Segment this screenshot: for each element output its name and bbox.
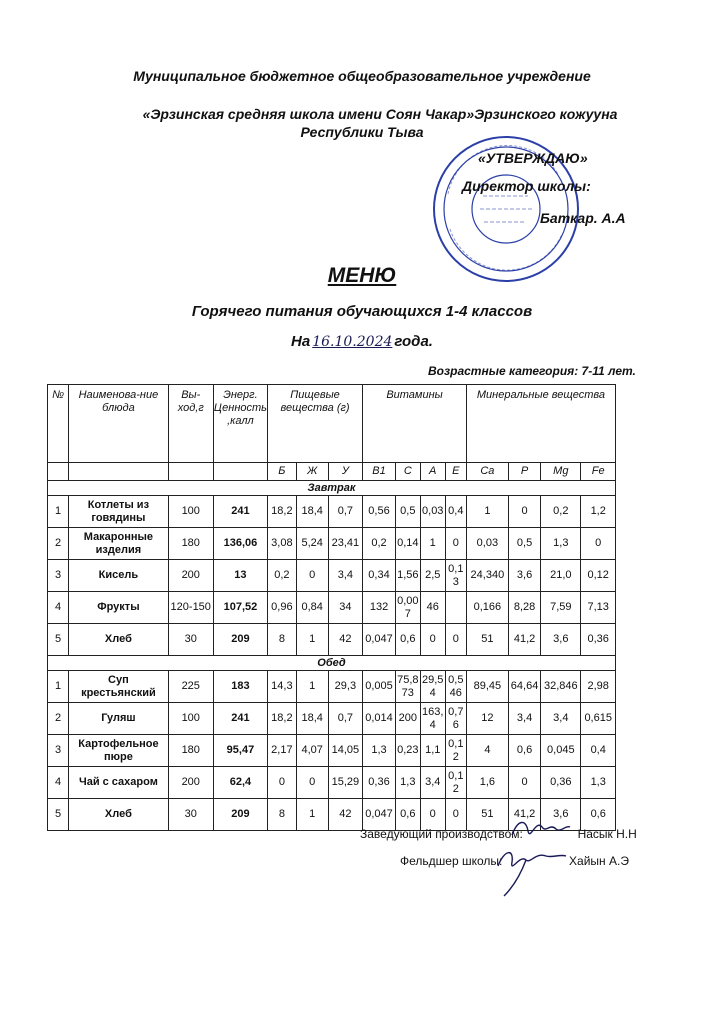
table-cell: 5 — [48, 624, 69, 656]
table-cell: 2,17 — [267, 735, 296, 767]
table-cell: 51 — [466, 624, 508, 656]
table-cell: 0,2 — [541, 496, 581, 528]
table-cell: 14,05 — [328, 735, 363, 767]
table-cell: 120-150 — [168, 592, 213, 624]
table-cell: 0 — [420, 624, 445, 656]
table-cell: 8 — [267, 799, 296, 831]
table-cell: 75,873 — [395, 671, 420, 703]
table-cell: 4,07 — [296, 735, 328, 767]
header-minerals: Минеральные вещества — [466, 385, 615, 463]
table-cell: Суп крестьянский — [69, 671, 168, 703]
table-cell: 0,014 — [363, 703, 396, 735]
medic-label: Фельдшер школы: — [400, 854, 503, 868]
table-cell: 0,6 — [508, 735, 540, 767]
table-cell: 3,08 — [267, 528, 296, 560]
subheader-cell: Ca — [466, 463, 508, 481]
table-cell: 12 — [466, 703, 508, 735]
table-cell: Кисель — [69, 560, 168, 592]
table-cell: 0,6 — [581, 799, 616, 831]
table-cell: 0,14 — [395, 528, 420, 560]
table-cell: 30 — [168, 624, 213, 656]
table-cell — [445, 592, 466, 624]
menu-table — [47, 384, 616, 831]
table-cell: 180 — [168, 735, 213, 767]
table-cell: 3,4 — [420, 767, 445, 799]
table-cell: 1 — [296, 799, 328, 831]
table-cell: 0,7 — [328, 703, 363, 735]
table-cell: 3 — [48, 735, 69, 767]
table-cell: 41,2 — [508, 624, 540, 656]
table-cell: 46 — [420, 592, 445, 624]
section-label: Завтрак — [48, 481, 616, 496]
subheader-cell: Mg — [541, 463, 581, 481]
table-cell: 23,41 — [328, 528, 363, 560]
table-cell: 4 — [466, 735, 508, 767]
table-cell: 136,06 — [213, 528, 267, 560]
table-cell: 2,5 — [420, 560, 445, 592]
table-row — [48, 703, 616, 735]
table-cell: 1 — [48, 496, 69, 528]
table-cell: 7,59 — [541, 592, 581, 624]
table-row — [48, 528, 616, 560]
table-cell: 1,3 — [395, 767, 420, 799]
age-category: Возрастные категория: 7-11 лет. — [428, 364, 636, 378]
table-cell: Макаронные изделия — [69, 528, 168, 560]
table-cell: 30 — [168, 799, 213, 831]
table-cell: 0,4 — [445, 496, 466, 528]
table-cell: 1 — [48, 671, 69, 703]
medic-name: Хайын А.Э — [569, 854, 629, 868]
table-cell: 3,6 — [508, 560, 540, 592]
table-cell: Гуляш — [69, 703, 168, 735]
table-cell: 18,4 — [296, 496, 328, 528]
table-cell: 100 — [168, 703, 213, 735]
table-cell: 183 — [213, 671, 267, 703]
subheader-cell: Б — [267, 463, 296, 481]
table-cell: 0 — [445, 799, 466, 831]
table-cell: 200 — [168, 560, 213, 592]
header-vitamins: Витамины — [363, 385, 467, 463]
table-cell: 0,03 — [420, 496, 445, 528]
table-cell: 1,3 — [581, 767, 616, 799]
table-cell: 1,3 — [541, 528, 581, 560]
table-cell: 21,0 — [541, 560, 581, 592]
table-cell: 4 — [48, 592, 69, 624]
table-cell: 3,4 — [541, 703, 581, 735]
table-cell: 0 — [508, 767, 540, 799]
table-cell: 64,64 — [508, 671, 540, 703]
table-cell: 241 — [213, 496, 267, 528]
table-row — [48, 624, 616, 656]
table-cell: 0,12 — [445, 735, 466, 767]
header-blank — [69, 463, 168, 481]
table-cell: 0,13 — [445, 560, 466, 592]
table-cell: 13 — [213, 560, 267, 592]
table-cell: 32,846 — [541, 671, 581, 703]
table-cell: 3 — [48, 560, 69, 592]
table-cell: 0,5 — [508, 528, 540, 560]
table-cell: 3,6 — [541, 624, 581, 656]
table-cell: 1,1 — [420, 735, 445, 767]
table-row — [48, 496, 616, 528]
table-cell: 0,047 — [363, 799, 396, 831]
director-title: Директор школы: — [462, 178, 591, 194]
table-cell: 0 — [296, 767, 328, 799]
table-cell: 200 — [395, 703, 420, 735]
header-blank — [168, 463, 213, 481]
subheader-cell: У — [328, 463, 363, 481]
table-cell: 0,6 — [395, 799, 420, 831]
table-cell: 42 — [328, 799, 363, 831]
production-name: Насык Н.Н — [577, 827, 637, 841]
table-cell: 18,2 — [267, 703, 296, 735]
table-cell: 0 — [445, 624, 466, 656]
table-cell: 0 — [296, 560, 328, 592]
table-cell: 0,34 — [363, 560, 396, 592]
table-row — [48, 767, 616, 799]
table-cell: 180 — [168, 528, 213, 560]
table-cell: 34 — [328, 592, 363, 624]
table-cell: Котлеты из говядины — [69, 496, 168, 528]
table-cell: 29,3 — [328, 671, 363, 703]
medic-signature — [490, 836, 570, 898]
page-subtitle: Горячего питания обучающихся 1-4 классов — [191, 303, 533, 320]
table-cell: 8 — [267, 624, 296, 656]
table-cell: 0 — [508, 496, 540, 528]
table-cell: 62,4 — [213, 767, 267, 799]
table-cell: 0 — [267, 767, 296, 799]
table-cell: 0,96 — [267, 592, 296, 624]
table-cell: 1,6 — [466, 767, 508, 799]
table-cell: 0,56 — [363, 496, 396, 528]
table-cell: 14,3 — [267, 671, 296, 703]
table-cell: 0,615 — [581, 703, 616, 735]
table-cell: 0,166 — [466, 592, 508, 624]
table-cell: 0,84 — [296, 592, 328, 624]
table-row — [48, 671, 616, 703]
header-energy: Энерг. Ценность ,калл — [213, 385, 267, 463]
table-cell: 0,6 — [395, 624, 420, 656]
header-num: № — [48, 385, 69, 463]
table-cell: 89,45 — [466, 671, 508, 703]
date-line — [0, 333, 724, 350]
table-cell: 15,29 — [328, 767, 363, 799]
approval-label: «УТВЕРЖДАЮ» — [478, 150, 588, 166]
subheader-cell: В1 — [363, 463, 396, 481]
table-cell: 18,2 — [267, 496, 296, 528]
table-cell: Фрукты — [69, 592, 168, 624]
production-label: Заведующий производством: — [360, 827, 523, 841]
table-cell: 2 — [48, 703, 69, 735]
header-nutrients: Пищевые вещества (г) — [267, 385, 362, 463]
date-suffix: года. — [394, 333, 433, 350]
table-row — [48, 560, 616, 592]
table-cell: 0 — [420, 799, 445, 831]
table-cell: 3,6 — [541, 799, 581, 831]
subheader-cell: Ж — [296, 463, 328, 481]
date-prefix: На — [291, 333, 311, 350]
table-cell: 2,98 — [581, 671, 616, 703]
table-cell: 0 — [581, 528, 616, 560]
table-cell: 209 — [213, 799, 267, 831]
table-cell: 0,2 — [363, 528, 396, 560]
table-cell: 209 — [213, 624, 267, 656]
table-cell: 1 — [420, 528, 445, 560]
table-cell: 132 — [363, 592, 396, 624]
table-cell: 0,36 — [363, 767, 396, 799]
subheader-cell: Fe — [581, 463, 616, 481]
subheader-cell: Е — [445, 463, 466, 481]
table-cell: 0,5 — [395, 496, 420, 528]
subheader-cell: С — [395, 463, 420, 481]
org-name-line2: «Эрзинская средняя школа имени Соян Чакар»Эрзинского кожууна — [142, 106, 618, 122]
director-name: Баткар. А.А — [540, 210, 626, 226]
table-cell: 18,4 — [296, 703, 328, 735]
header-name: Наименова-ние блюда — [69, 385, 168, 463]
table-cell: 7,13 — [581, 592, 616, 624]
org-name-line3: Республики Тыва — [300, 124, 424, 140]
table-cell: 0,12 — [581, 560, 616, 592]
table-cell: 0,36 — [581, 624, 616, 656]
table-cell: 41,2 — [508, 799, 540, 831]
table-cell: Чай с сахаром — [69, 767, 168, 799]
table-cell: 1 — [296, 624, 328, 656]
table-cell: 0,546 — [445, 671, 466, 703]
table-cell: Картофельное пюре — [69, 735, 168, 767]
table-cell: 0,007 — [395, 592, 420, 624]
subheader-cell: P — [508, 463, 540, 481]
table-cell: 107,52 — [213, 592, 267, 624]
section-label: Обед — [48, 656, 616, 671]
header-blank — [213, 463, 267, 481]
table-cell: 1 — [296, 671, 328, 703]
table-cell: 241 — [213, 703, 267, 735]
table-row — [48, 592, 616, 624]
table-cell: 1 — [466, 496, 508, 528]
table-cell: 163,4 — [420, 703, 445, 735]
table-cell: 100 — [168, 496, 213, 528]
table-cell: 1,56 — [395, 560, 420, 592]
table-cell: 0,4 — [581, 735, 616, 767]
table-cell: 0,047 — [363, 624, 396, 656]
table-cell: 0 — [445, 528, 466, 560]
date-value: 16.10.2024 — [312, 334, 393, 350]
table-cell: 200 — [168, 767, 213, 799]
page-title: МЕНЮ — [327, 264, 397, 287]
table-cell: 95,47 — [213, 735, 267, 767]
header-yield: Вы-ход,г — [168, 385, 213, 463]
subheader-cell: А — [420, 463, 445, 481]
table-cell: 225 — [168, 671, 213, 703]
table-cell: 0,36 — [541, 767, 581, 799]
table-cell: 24,340 — [466, 560, 508, 592]
table-cell: Хлеб — [69, 799, 168, 831]
table-cell: 0,12 — [445, 767, 466, 799]
header-blank — [48, 463, 69, 481]
table-cell: 1,3 — [363, 735, 396, 767]
table-cell: 3,4 — [328, 560, 363, 592]
table-cell: 0,03 — [466, 528, 508, 560]
table-cell: 0,7 — [328, 496, 363, 528]
table-cell: 4 — [48, 767, 69, 799]
table-cell: 5,24 — [296, 528, 328, 560]
table-cell: 0,2 — [267, 560, 296, 592]
table-cell: 42 — [328, 624, 363, 656]
table-cell: 3,4 — [508, 703, 540, 735]
table-cell: 8,28 — [508, 592, 540, 624]
table-cell: 0,76 — [445, 703, 466, 735]
table-cell: 0,23 — [395, 735, 420, 767]
table-cell: 51 — [466, 799, 508, 831]
table-cell: Хлеб — [69, 624, 168, 656]
table-cell: 0,045 — [541, 735, 581, 767]
table-cell: 29,54 — [420, 671, 445, 703]
table-cell: 5 — [48, 799, 69, 831]
table-row — [48, 735, 616, 767]
org-name-line1: Муниципальное бюджетное общеобразовательное учреждение — [133, 68, 591, 84]
table-cell: 2 — [48, 528, 69, 560]
table-cell: 1,2 — [581, 496, 616, 528]
table-cell: 0,005 — [363, 671, 396, 703]
